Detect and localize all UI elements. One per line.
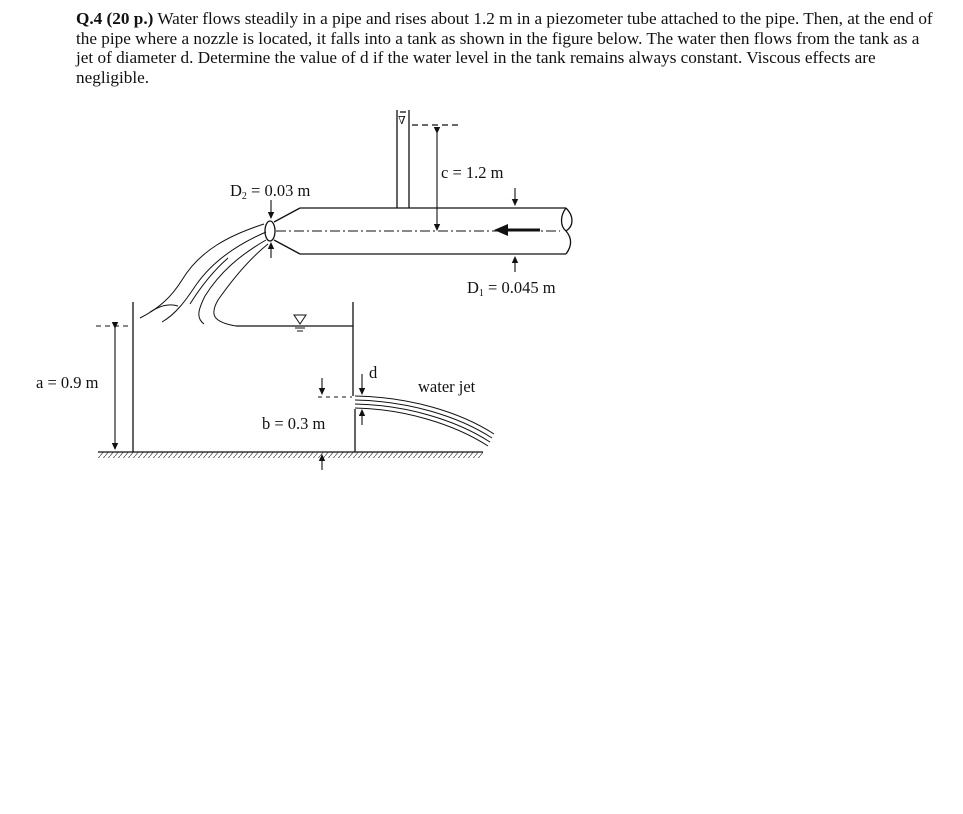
- flow-arrow: [494, 224, 540, 236]
- falling-water-stream: [140, 224, 268, 326]
- piezometer-tube: [397, 110, 460, 208]
- label-water-jet: water jet: [418, 377, 476, 396]
- label-d: d: [369, 363, 378, 382]
- label-a: a = 0.9 m: [36, 373, 99, 392]
- dimension-a: [96, 326, 132, 449]
- label-b: b = 0.3 m: [262, 414, 326, 433]
- tank-free-surface-symbol: [294, 315, 306, 331]
- question-body: Water flows steadily in a pipe and rises about 1.2 m in a piezometer tube attached to the pipe. Then, at the end of the pipe where a nozzle is located, it falls into a tank as shown in the figure below. The water then flows from the tank as a jet of diameter d. Determine the value of d if the water level in the tank remains always constant. Viscous effects are negligible.: [76, 9, 933, 87]
- label-d2: D2 = 0.03 m: [230, 181, 311, 202]
- question-heading: Q.4 (20 p.): [76, 9, 154, 28]
- label-c: c = 1.2 m: [441, 163, 504, 182]
- ground: [98, 452, 483, 458]
- piezometer-surface-symbol: ∇: [398, 115, 406, 127]
- label-d1: D1 = 0.045 m: [467, 278, 556, 299]
- water-jet: [355, 396, 494, 446]
